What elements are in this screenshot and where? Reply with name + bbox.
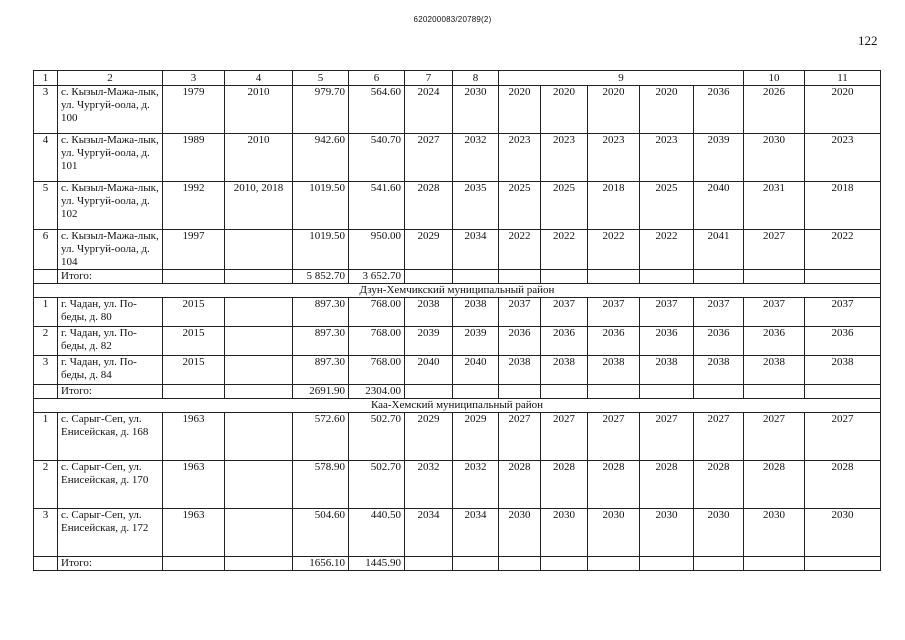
table-row <box>34 182 881 230</box>
total-empty-cell <box>225 270 293 284</box>
total-empty-cell <box>805 385 881 399</box>
total-empty-cell <box>541 270 588 284</box>
year-built-cell: 2015 <box>163 356 225 385</box>
year-built-cell: 2015 <box>163 298 225 327</box>
col10-year-cell: 2036 <box>744 327 805 356</box>
repair-year-cell <box>225 298 293 327</box>
year-built-cell: 1992 <box>163 182 225 230</box>
total-empty-cell <box>34 557 58 571</box>
col9-year-cell: 2030 <box>588 509 640 557</box>
repair-year-cell <box>225 356 293 385</box>
col9-year-cell: 2038 <box>499 356 541 385</box>
header-cell: 10 <box>744 71 805 86</box>
address-cell: с. Кызыл-Мажа-лык, ул. Чургуй-оола, д. 104 <box>58 230 163 270</box>
table-row <box>34 327 881 356</box>
total-area-cell: 504.60 <box>293 509 349 557</box>
total-area-cell: 578.90 <box>293 461 349 509</box>
col8-year-cell: 2029 <box>453 413 499 461</box>
col10-year-cell: 2026 <box>744 86 805 134</box>
table-row <box>34 461 881 509</box>
header-cell: 5 <box>293 71 349 86</box>
row-number-cell: 3 <box>34 509 58 557</box>
col10-year-cell: 2028 <box>744 461 805 509</box>
col8-year-cell: 2038 <box>453 298 499 327</box>
total-label: Итого: <box>58 557 163 571</box>
col7-year-cell: 2027 <box>405 134 453 182</box>
row-number-cell: 2 <box>34 461 58 509</box>
total-area-cell: 572.60 <box>293 413 349 461</box>
col9-year-cell: 2020 <box>541 86 588 134</box>
col11-year-cell: 2036 <box>805 327 881 356</box>
col9-year-cell: 2037 <box>640 298 694 327</box>
col10-year-cell: 2027 <box>744 413 805 461</box>
col8-year-cell: 2030 <box>453 86 499 134</box>
total-empty-cell <box>541 385 588 399</box>
col11-year-cell: 2023 <box>805 134 881 182</box>
col10-year-cell: 2030 <box>744 509 805 557</box>
col9-year-cell: 2036 <box>499 327 541 356</box>
col9-year-cell: 2038 <box>588 356 640 385</box>
table-body <box>34 71 881 571</box>
total-area-cell: 1019.50 <box>293 182 349 230</box>
col7-year-cell: 2040 <box>405 356 453 385</box>
col9-year-cell: 2037 <box>499 298 541 327</box>
total-row <box>34 270 881 284</box>
living-area-cell: 541.60 <box>349 182 405 230</box>
col9-year-cell: 2038 <box>694 356 744 385</box>
address-cell: с. Сарыг-Сеп, ул. Енисейская, д. 172 <box>58 509 163 557</box>
repair-year-cell <box>225 461 293 509</box>
total-area-sum: 2691.90 <box>293 385 349 399</box>
year-built-cell: 1997 <box>163 230 225 270</box>
total-empty-cell <box>34 270 58 284</box>
row-number-cell: 2 <box>34 327 58 356</box>
col9-year-cell: 2028 <box>694 461 744 509</box>
page-number: 122 <box>858 33 878 48</box>
living-area-cell: 502.70 <box>349 413 405 461</box>
total-empty-cell <box>805 557 881 571</box>
col9-year-cell: 2022 <box>588 230 640 270</box>
repair-schedule-table <box>33 70 881 571</box>
col9-year-cell: 2036 <box>694 86 744 134</box>
col11-year-cell: 2038 <box>805 356 881 385</box>
col9-year-cell: 2038 <box>541 356 588 385</box>
col7-year-cell: 2034 <box>405 509 453 557</box>
header-cell: 9 <box>499 71 744 86</box>
living-area-cell: 950.00 <box>349 230 405 270</box>
repair-year-cell <box>225 413 293 461</box>
row-number-cell: 3 <box>34 356 58 385</box>
living-area-sum: 1445.90 <box>349 557 405 571</box>
col9-year-cell: 2020 <box>588 86 640 134</box>
living-area-cell: 502.70 <box>349 461 405 509</box>
col9-year-cell: 2018 <box>588 182 640 230</box>
col11-year-cell: 2030 <box>805 509 881 557</box>
living-area-sum: 2304.00 <box>349 385 405 399</box>
total-empty-cell <box>640 557 694 571</box>
col8-year-cell: 2039 <box>453 327 499 356</box>
col10-year-cell: 2038 <box>744 356 805 385</box>
section-title: Дзун-Хемчикский муниципальный район <box>34 284 881 298</box>
col10-year-cell: 2037 <box>744 298 805 327</box>
col9-year-cell: 2030 <box>541 509 588 557</box>
col9-year-cell: 2028 <box>499 461 541 509</box>
living-area-cell: 768.00 <box>349 298 405 327</box>
total-label: Итого: <box>58 270 163 284</box>
living-area-cell: 440.50 <box>349 509 405 557</box>
col9-year-cell: 2036 <box>640 327 694 356</box>
col9-year-cell: 2041 <box>694 230 744 270</box>
total-area-cell: 897.30 <box>293 356 349 385</box>
total-area-cell: 942.60 <box>293 134 349 182</box>
total-row <box>34 557 881 571</box>
col11-year-cell: 2020 <box>805 86 881 134</box>
document-id: 620200083/20789(2) <box>413 15 492 24</box>
header-cell: 1 <box>34 71 58 86</box>
col7-year-cell: 2039 <box>405 327 453 356</box>
total-empty-cell <box>405 385 453 399</box>
total-area-sum: 1656.10 <box>293 557 349 571</box>
total-empty-cell <box>225 557 293 571</box>
col8-year-cell: 2040 <box>453 356 499 385</box>
repair-year-cell <box>225 509 293 557</box>
section-title-row <box>34 284 881 298</box>
col10-year-cell: 2030 <box>744 134 805 182</box>
col7-year-cell: 2024 <box>405 86 453 134</box>
address-cell: г. Чадан, ул. По-беды, д. 82 <box>58 327 163 356</box>
col9-year-cell: 2022 <box>640 230 694 270</box>
table-row <box>34 86 881 134</box>
address-cell: г. Чадан, ул. По-беды, д. 80 <box>58 298 163 327</box>
col9-year-cell: 2037 <box>588 298 640 327</box>
total-empty-cell <box>499 557 541 571</box>
row-number-cell: 1 <box>34 298 58 327</box>
total-area-sum: 5 852.70 <box>293 270 349 284</box>
address-cell: с. Кызыл-Мажа-лык, ул. Чургуй-оола, д. 102 <box>58 182 163 230</box>
col9-year-cell: 2020 <box>640 86 694 134</box>
repair-year-cell <box>225 327 293 356</box>
total-empty-cell <box>405 557 453 571</box>
col9-year-cell: 2027 <box>694 413 744 461</box>
address-cell: с. Кызыл-Мажа-лык, ул. Чургуй-оола, д. 100 <box>58 86 163 134</box>
col9-year-cell: 2025 <box>499 182 541 230</box>
address-cell: г. Чадан, ул. По-беды, д. 84 <box>58 356 163 385</box>
table-row <box>34 356 881 385</box>
total-empty-cell <box>225 385 293 399</box>
total-empty-cell <box>588 557 640 571</box>
living-area-cell: 564.60 <box>349 86 405 134</box>
total-empty-cell <box>499 270 541 284</box>
year-built-cell: 1963 <box>163 413 225 461</box>
total-empty-cell <box>163 385 225 399</box>
col9-year-cell: 2027 <box>588 413 640 461</box>
col10-year-cell: 2027 <box>744 230 805 270</box>
col9-year-cell: 2037 <box>541 298 588 327</box>
col9-year-cell: 2039 <box>694 134 744 182</box>
year-built-cell: 1963 <box>163 509 225 557</box>
living-area-sum: 3 652.70 <box>349 270 405 284</box>
col9-year-cell: 2036 <box>588 327 640 356</box>
header-cell: 2 <box>58 71 163 86</box>
col9-year-cell: 2020 <box>499 86 541 134</box>
table-row <box>34 298 881 327</box>
row-number-cell: 1 <box>34 413 58 461</box>
col11-year-cell: 2018 <box>805 182 881 230</box>
total-empty-cell <box>744 385 805 399</box>
header-cell: 7 <box>405 71 453 86</box>
table-row <box>34 413 881 461</box>
col9-year-cell: 2023 <box>541 134 588 182</box>
living-area-cell: 768.00 <box>349 327 405 356</box>
col9-year-cell: 2030 <box>694 509 744 557</box>
col9-year-cell: 2027 <box>640 413 694 461</box>
col8-year-cell: 2032 <box>453 461 499 509</box>
repair-year-cell <box>225 230 293 270</box>
col8-year-cell: 2032 <box>453 134 499 182</box>
col8-year-cell: 2034 <box>453 509 499 557</box>
table-row <box>34 230 881 270</box>
total-area-cell: 897.30 <box>293 298 349 327</box>
col9-year-cell: 2040 <box>694 182 744 230</box>
col9-year-cell: 2036 <box>694 327 744 356</box>
header-cell: 8 <box>453 71 499 86</box>
table-row <box>34 509 881 557</box>
total-row <box>34 385 881 399</box>
col9-year-cell: 2027 <box>499 413 541 461</box>
section-title-row <box>34 399 881 413</box>
col7-year-cell: 2038 <box>405 298 453 327</box>
header-cell: 11 <box>805 71 881 86</box>
col11-year-cell: 2022 <box>805 230 881 270</box>
col9-year-cell: 2037 <box>694 298 744 327</box>
total-area-cell: 979.70 <box>293 86 349 134</box>
total-empty-cell <box>744 270 805 284</box>
total-area-cell: 897.30 <box>293 327 349 356</box>
total-empty-cell <box>588 385 640 399</box>
col11-year-cell: 2028 <box>805 461 881 509</box>
total-empty-cell <box>694 270 744 284</box>
col11-year-cell: 2037 <box>805 298 881 327</box>
total-empty-cell <box>744 557 805 571</box>
total-empty-cell <box>694 385 744 399</box>
address-cell: с. Сарыг-Сеп, ул. Енисейская, д. 170 <box>58 461 163 509</box>
col9-year-cell: 2036 <box>541 327 588 356</box>
total-empty-cell <box>541 557 588 571</box>
header-cell: 3 <box>163 71 225 86</box>
col9-year-cell: 2028 <box>541 461 588 509</box>
year-built-cell: 1989 <box>163 134 225 182</box>
section-title: Каа-Хемский муниципальный район <box>34 399 881 413</box>
living-area-cell: 540.70 <box>349 134 405 182</box>
total-empty-cell <box>453 270 499 284</box>
col9-year-cell: 2027 <box>541 413 588 461</box>
col9-year-cell: 2023 <box>588 134 640 182</box>
col7-year-cell: 2032 <box>405 461 453 509</box>
year-built-cell: 1963 <box>163 461 225 509</box>
col11-year-cell: 2027 <box>805 413 881 461</box>
col8-year-cell: 2035 <box>453 182 499 230</box>
total-empty-cell <box>640 385 694 399</box>
col7-year-cell: 2029 <box>405 230 453 270</box>
total-empty-cell <box>805 270 881 284</box>
total-empty-cell <box>694 557 744 571</box>
total-empty-cell <box>34 385 58 399</box>
year-built-cell: 1979 <box>163 86 225 134</box>
total-empty-cell <box>163 270 225 284</box>
total-label: Итого: <box>58 385 163 399</box>
total-empty-cell <box>453 385 499 399</box>
col9-year-cell: 2030 <box>640 509 694 557</box>
repair-year-cell: 2010 <box>225 86 293 134</box>
col9-year-cell: 2025 <box>640 182 694 230</box>
col9-year-cell: 2028 <box>588 461 640 509</box>
living-area-cell: 768.00 <box>349 356 405 385</box>
col9-year-cell: 2038 <box>640 356 694 385</box>
repair-year-cell: 2010, 2018 <box>225 182 293 230</box>
total-empty-cell <box>405 270 453 284</box>
repair-year-cell: 2010 <box>225 134 293 182</box>
col9-year-cell: 2028 <box>640 461 694 509</box>
col9-year-cell: 2022 <box>499 230 541 270</box>
col7-year-cell: 2029 <box>405 413 453 461</box>
year-built-cell: 2015 <box>163 327 225 356</box>
col9-year-cell: 2025 <box>541 182 588 230</box>
row-number-cell: 5 <box>34 182 58 230</box>
header-cell: 4 <box>225 71 293 86</box>
col9-year-cell: 2023 <box>499 134 541 182</box>
row-number-cell: 4 <box>34 134 58 182</box>
col9-year-cell: 2022 <box>541 230 588 270</box>
total-empty-cell <box>588 270 640 284</box>
total-area-cell: 1019.50 <box>293 230 349 270</box>
header-row <box>34 71 881 86</box>
row-number-cell: 3 <box>34 86 58 134</box>
col9-year-cell: 2030 <box>499 509 541 557</box>
total-empty-cell <box>640 270 694 284</box>
col8-year-cell: 2034 <box>453 230 499 270</box>
total-empty-cell <box>499 385 541 399</box>
header-cell: 6 <box>349 71 405 86</box>
col9-year-cell: 2023 <box>640 134 694 182</box>
table-row <box>34 134 881 182</box>
total-empty-cell <box>453 557 499 571</box>
col7-year-cell: 2028 <box>405 182 453 230</box>
row-number-cell: 6 <box>34 230 58 270</box>
address-cell: с. Сарыг-Сеп, ул. Енисейская, д. 168 <box>58 413 163 461</box>
address-cell: с. Кызыл-Мажа-лык, ул. Чургуй-оола, д. 101 <box>58 134 163 182</box>
col10-year-cell: 2031 <box>744 182 805 230</box>
total-empty-cell <box>163 557 225 571</box>
